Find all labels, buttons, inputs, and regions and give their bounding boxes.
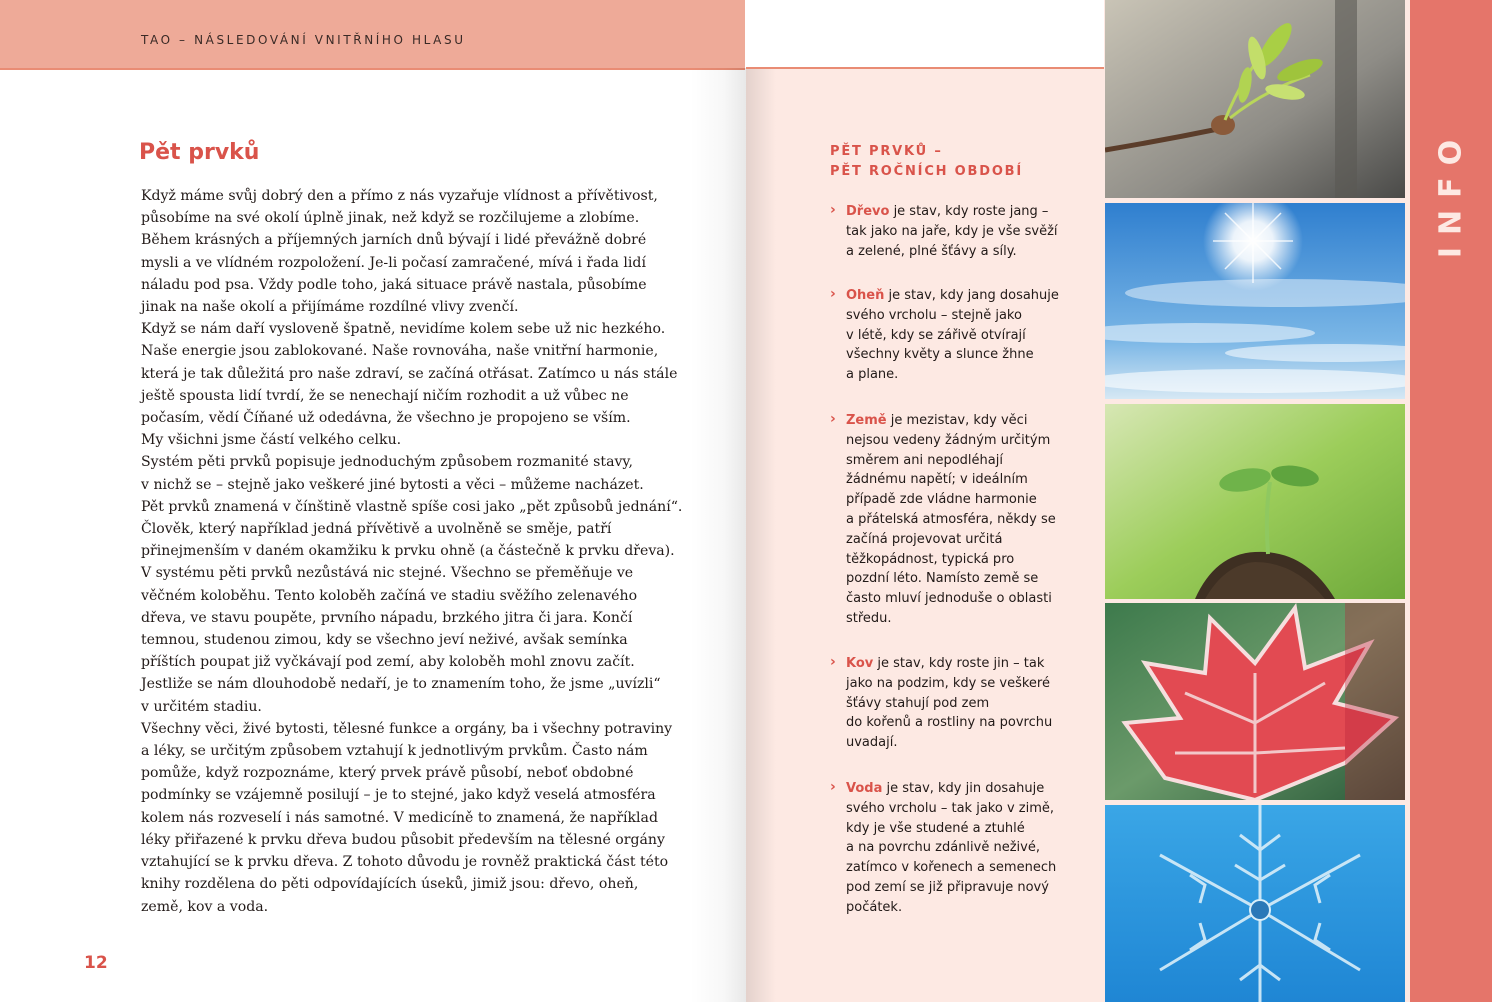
element-item (830, 779, 1070, 918)
info-box-title (830, 142, 1023, 182)
element-item-line: případě zde vládne harmonie (846, 492, 1037, 508)
body-text-line: jinak na naše okolí a přijímáme rozdílné vlivy zvenčí. (141, 299, 519, 316)
element-item-line: nejsou vedeny žádným určitým (846, 432, 1051, 448)
body-text-line: Během krásných a příjemných jarních dnů bývají i lidé převážně dobré (141, 232, 647, 249)
chevron-right-icon: › (830, 286, 836, 302)
body-text-line: v nichž se – stejně jako veškeré jiné bytosti a věci – můžeme nacházet. (141, 476, 644, 493)
body-text-line: dřeva, ve stavu poupěte, prvního nápadu, brzkého jitra či jara. Končí (141, 609, 633, 626)
element-item-first-line-rest: je stav, kdy roste jang – (889, 204, 1049, 219)
body-text-line: v určitém stadiu. (141, 698, 262, 715)
chevron-right-icon: › (830, 654, 836, 670)
element-item-line: všechny květy a slunce žhne (846, 347, 1034, 363)
element-item-first-line (846, 654, 1070, 674)
body-text-line: přinejmenším v daném okamžiku k prvku ohně (a částečně k prvku dřeva). (141, 543, 675, 560)
element-term: Dřevo (846, 204, 890, 219)
element-item-line: do kořenů a rostliny na povrchu (846, 715, 1053, 731)
body-text-line: Pět prvků znamená v čínštině vlastně spíše cosi jako „pět způsobů jednání“. (141, 498, 683, 515)
element-item-line: a plane. (846, 367, 899, 383)
running-head-band (0, 0, 745, 70)
right-header-strip (746, 0, 1104, 69)
element-item-line: tak jako na jaře, kdy je vše svěží (846, 223, 1058, 239)
body-text-line: věčném koloběhu. Tento koloběh začíná ve stadiu svěžího zelenavého (141, 587, 638, 604)
element-item-line: šťávy stahují pod zem (846, 695, 990, 711)
info-tab (1410, 0, 1492, 1002)
element-item-first-line-rest: je stav, kdy jang dosahuje (884, 288, 1059, 303)
body-text-line: léky přiřazené k prvku dřeva budou působit především na tělesné orgány (141, 831, 665, 848)
element-item-line: pozdní léto. Namísto země se (846, 571, 1039, 587)
element-item-line: těžkopádnost, typická pro (846, 551, 1015, 567)
element-item-line: začíná projevovat určitá (846, 531, 1003, 547)
element-item-first-line-rest: je stav, kdy roste jin – tak (873, 656, 1045, 671)
body-text-line: mysli a ve vlídném rozpoložení. Je-li počasí zamračené, mívá i řada lidí (141, 254, 646, 271)
element-item (830, 654, 1070, 753)
body-text-line: Když se nám daří vysloveně špatně, nevidíme kolem sebe už nic hezkého. (141, 321, 666, 338)
element-item-first-line (846, 411, 1070, 431)
element-item-line: uvadají. (846, 735, 898, 751)
section-heading: Pět prvků (139, 140, 260, 165)
body-text-line: působíme na své okolí úplně jinak, než když se rozčilujeme a zlobíme. (141, 210, 640, 227)
photo-seedling (1105, 404, 1405, 599)
element-item-text (846, 779, 1070, 918)
gutter-shadow (690, 68, 746, 1002)
right-page (746, 0, 1492, 1002)
body-text-line: náladu pod psa. Vždy podle toho, jaká situace právě nastala, působíme (141, 276, 647, 293)
body-text-line: počasím, vědí Číňané už odedávna, že všechno je propojeno se vším. (141, 410, 631, 427)
info-box-title-line: PĚT ROČNÍCH OBDOBÍ (830, 164, 1024, 179)
running-head: TAO – NÁSLEDOVÁNÍ VNITŘNÍHO HLASU (141, 33, 466, 47)
element-item-first-line (846, 286, 1070, 306)
element-item-line: a zelené, plné šťávy a síly. (846, 243, 1017, 259)
body-text-line: V systému pěti prvků nezůstává nic stejné. Všechno se přeměňuje ve (141, 565, 634, 582)
element-item-text (846, 411, 1070, 629)
body-text-line: My všichni jsme částí velkého celku. (141, 432, 402, 449)
page-number: 12 (84, 953, 108, 973)
element-item-text (846, 202, 1070, 261)
element-item-line: počátek. (846, 899, 903, 915)
element-item-text (846, 286, 1070, 385)
body-text-line: vztahující se k prvku dřeva. Z tohoto důvodu je rovněž praktická část této (141, 854, 669, 871)
element-item-line: žádnému napětí; v ideálním (846, 472, 1028, 488)
body-text-line: podmínky se vzájemně posilují – je to stejné, jako když veselá atmosféra (141, 787, 656, 804)
body-text-line: a léky, se určitým způsobem vztahují k jednotlivým prvkům. Často nám (141, 743, 648, 760)
photo-budding-branch (1105, 0, 1405, 198)
photo-snowflake (1105, 805, 1405, 1002)
body-text-line: Jestliže se nám dlouhodobě nedaří, je to znamením toho, že jsme „uvízli“ (141, 676, 661, 693)
element-item-line: jako na podzim, kdy se veškeré (846, 675, 1050, 691)
info-box-title-line: PĚT PRVKŮ – (830, 144, 943, 159)
element-item-line: a přátelská atmosféra, někdy se (846, 511, 1056, 527)
body-text-line: Všechny věci, živé bytosti, tělesné funkce a orgány, ba i všechny potraviny (141, 720, 673, 737)
element-item (830, 202, 1070, 261)
left-page (0, 0, 745, 1002)
element-item (830, 286, 1070, 385)
element-item-line: svého vrcholu – stejně jako (846, 307, 1022, 323)
photo-sun-sky (1105, 203, 1405, 399)
info-tab-label: INFO (1433, 127, 1469, 259)
element-term: Oheň (846, 288, 885, 303)
element-item-line: a na povrchu zdánlivě neživé, (846, 840, 1040, 856)
element-item-line: směrem ani nepodléhají (846, 452, 1003, 468)
body-text-line: pomůže, když rozpoznáme, který prvek právě působí, neboť obdobné (141, 765, 634, 782)
body-text (141, 185, 681, 918)
chevron-right-icon: › (830, 411, 836, 427)
element-item-line: středu. (846, 610, 892, 626)
element-term: Země (846, 413, 887, 428)
body-text-line: kolem nás rozveselí i nás samotné. V medicíně to znamená, že například (141, 809, 658, 826)
chevron-right-icon: › (830, 779, 836, 795)
element-item-line: v létě, kdy se zářivě otvírají (846, 327, 1026, 343)
element-item-first-line-rest: je stav, kdy jin dosahuje (882, 781, 1045, 796)
body-text-line: příštích poupat již vyčkávají pod zemí, aby koloběh mohl znovu začít. (141, 654, 635, 671)
chevron-right-icon: › (830, 202, 836, 218)
body-text-line: Naše energie jsou zablokované. Naše rovnováha, naše vnitřní harmonie, (141, 343, 659, 360)
element-term: Voda (846, 781, 883, 796)
element-term: Kov (846, 656, 874, 671)
body-text-line: temnou, studenou zimou, kdy se všechno jeví neživé, avšak semínka (141, 632, 628, 649)
body-text-line: která je tak důležitá pro naše zdraví, se začíná otřásat. Zatímco u nás stále (141, 365, 678, 382)
element-item-line: kdy je vše studené a ztuhlé (846, 820, 1025, 836)
body-text-line: Když máme svůj dobrý den a přímo z nás vyzařuje vlídnost a přívětivost, (141, 188, 658, 204)
element-item-line: svého vrcholu – tak jako v zimě, (846, 800, 1055, 816)
element-item-first-line (846, 202, 1070, 222)
body-text-line: knihy rozdělena do pěti odpovídajících úseků, jimiž jsou: dřevo, oheň, (141, 876, 639, 893)
body-text-line: země, kov a voda. (141, 898, 269, 915)
element-item-first-line-rest: je mezistav, kdy věci (886, 413, 1028, 428)
element-item (830, 411, 1070, 629)
element-item-line: pod zemí se již připravuje nový (846, 879, 1049, 895)
element-item-line: zatímco v kořenech a semenech (846, 860, 1057, 876)
right-gutter-shadow (746, 69, 776, 1002)
element-item-first-line (846, 779, 1070, 799)
body-text-line: ještě spousta lidí tvrdí, že se nenechají ničím rozhodit a už vůbec ne (141, 387, 629, 404)
element-item-line: často mluví jednoduše o oblasti (846, 591, 1052, 607)
element-item-text (846, 654, 1070, 753)
body-text-line: Člověk, který například jedná přívětivě a uvolněně se směje, patří (141, 521, 612, 538)
body-text-line: Systém pěti prvků popisuje jednoduchým způsobem rozmanité stavy, (141, 454, 634, 471)
photo-frosted-red-leaf (1105, 603, 1405, 800)
